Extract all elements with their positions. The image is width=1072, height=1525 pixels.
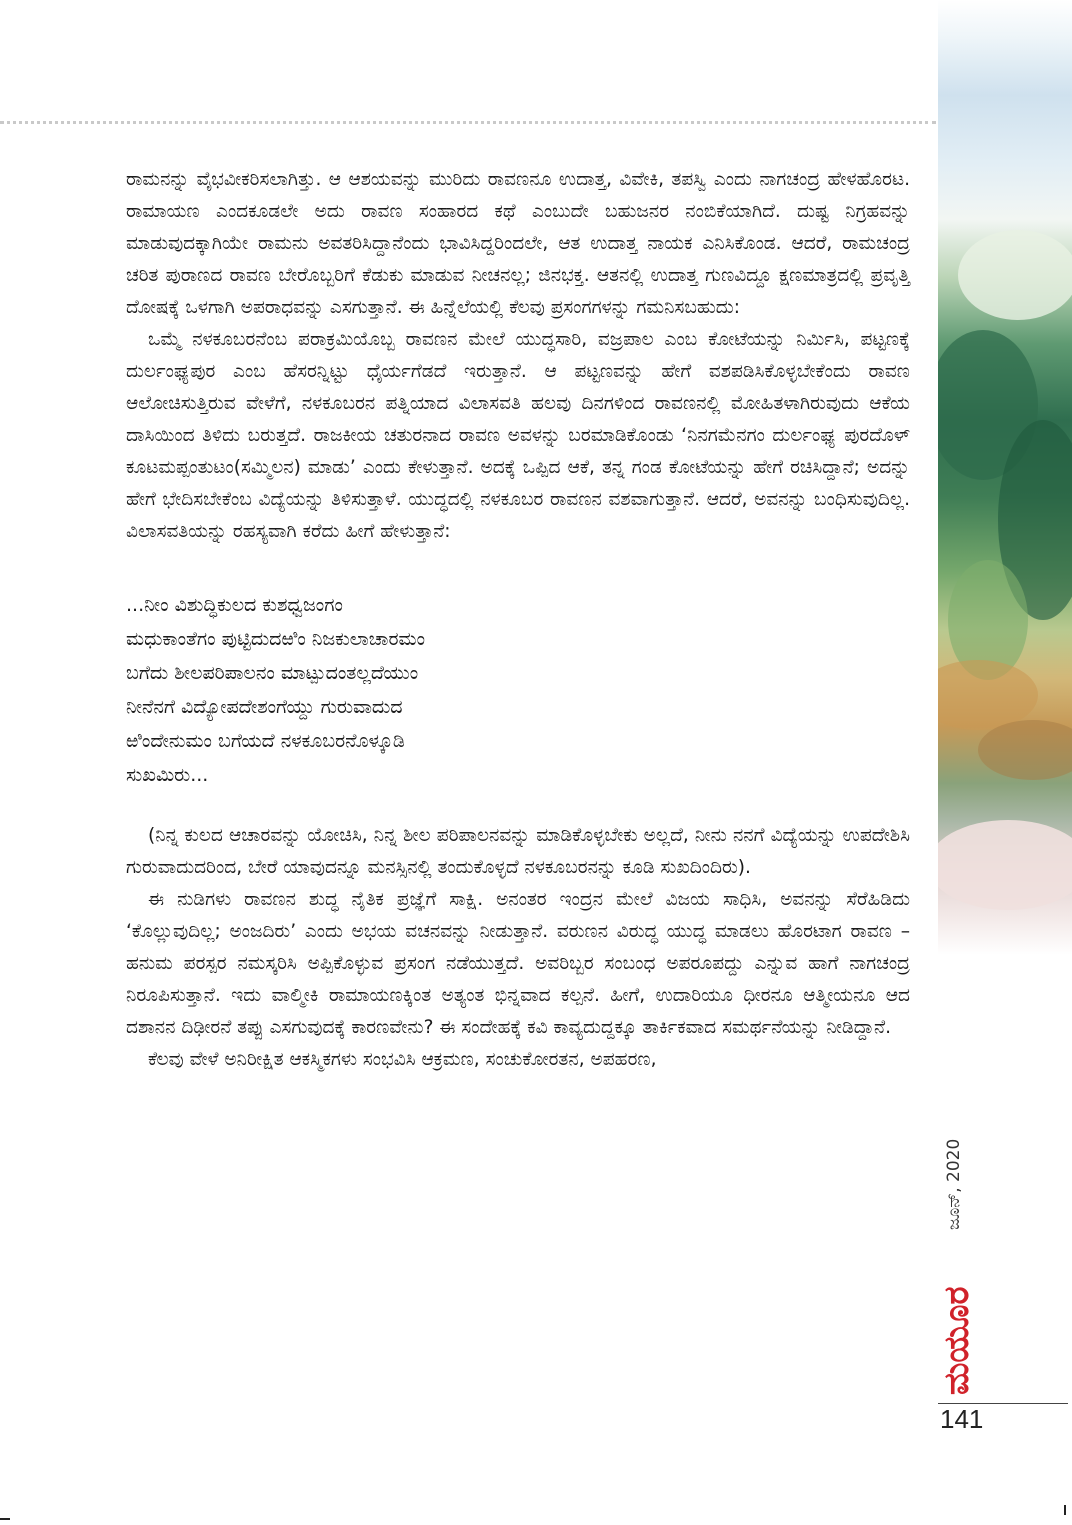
- article-body: [126, 164, 910, 1076]
- verse-quote: [126, 588, 910, 792]
- issue-date: ಜೂನ್, 2020: [944, 1138, 964, 1230]
- verse-line: ಸುಖಮಿರು...: [126, 764, 209, 786]
- magazine-logo: ಮಯೂರ: [937, 1286, 977, 1395]
- page-number: 141: [940, 1404, 984, 1434]
- paragraph-3: (ನಿನ್ನ ಕುಲದ ಆಚಾರವನ್ನು ಯೋಚಿಸಿ, ನಿನ್ನ ಶೀಲ ಪರಿಪಾಲನವನ್ನು ಮಾಡಿಕೊಳ್ಳಬೇಕು ಅಲ್ಲದೆ, ನೀನು ನನಗೆ ವಿದ್ಯೆಯನ್ನು ಉಪದೇಶಿಸಿ ಗುರುವಾದುದರಿಂದ, ಬೇರೆ ಯಾವುದನ್ನೂ ಮನಸ್ಸಿನಲ್ಲಿ ತಂದುಕೊಳ್ಳದೆ ನಳಕೂಬರನನ್ನು ಕೂಡಿ ಸುಖದಿಂದಿರು).: [126, 825, 910, 878]
- crop-mark-bottom: [1064, 1505, 1066, 1515]
- crop-mark-left: [0, 1518, 10, 1520]
- dotted-separator: [0, 121, 936, 124]
- verse-line: ಮಧುಕಾಂತೆಗಂ ಪುಟ್ಟಿದುದಱಿಂ ನಿಜಕುಲಾಚಾರಮಂ: [126, 628, 425, 650]
- paragraph-2: ಒಮ್ಮೆ ನಳಕೂಬರನೆಂಬ ಪರಾಕ್ರಮಿಯೊಬ್ಬ ರಾವಣನ ಮೇಲೆ ಯುದ್ಧಸಾರಿ, ವಜ್ರಪಾಲ ಎಂಬ ಕೋಟೆಯನ್ನು ನಿರ್ಮಿಸಿ, ಪಟ್ಟಣಕ್ಕೆ ದುರ್ಲಂಘ್ಯಪುರ ಎಂಬ ಹೆಸರನ್ನಿಟ್ಟು ಧೈರ್ಯಗೆಡದೆ ಇರುತ್ತಾನೆ. ಆ ಪಟ್ಟಣವನ್ನು ಹೇಗೆ ವಶಪಡಿಸಿಕೊಳ್ಳಬೇಕೆಂದು ರಾವಣ ಆಲೋಚಿಸುತ್ತಿರುವ ವೇಳೆಗೆ, ನಳಕೂಬರನ ಪತ್ನಿಯಾದ ವಿಲಾಸವತಿ ಹಲವು ದಿನಗಳಿಂದ ರಾವಣನಲ್ಲಿ ಮೋಹಿತಳಾಗಿರುವುದು ಆಕೆಯ ದಾಸಿಯಿಂದ ತಿಳಿದು ಬರುತ್ತದೆ. ರಾಜಕೀಯ ಚತುರನಾದ ರಾವಣ ಅವಳನ್ನು ಬರಮಾಡಿಕೊಂಡು ‘ನಿನಗಮೆನಗಂ ದುರ್ಲಂಘ್ಯ ಪುರದೊಳ್ ಕೂಟಮಪ್ಪಂತುಟಂ(ಸಮ್ಮಿಲನ) ಮಾಡು’ ಎಂದು ಕೇಳುತ್ತಾನೆ. ಅದಕ್ಕೆ ಒಪ್ಪಿದ ಆಕೆ, ತನ್ನ ಗಂಡ ಕೋಟೆಯನ್ನು ಹೇಗೆ ರಚಿಸಿದ್ದಾನೆ; ಅದನ್ನು ಹೇಗೆ ಭೇದಿಸಬೇಕೆಂಬ ವಿದ್ಯೆಯನ್ನು ತಿಳಿಸುತ್ತಾಳೆ. ಯುದ್ಧದಲ್ಲಿ ನಳಕೂಬರ ರಾವಣನ ವಶವಾಗುತ್ತಾನೆ. ಆದರೆ, ಅವನನ್ನು ಬಂಧಿಸುವುದಿಲ್ಲ. ವಿಲಾಸವತಿಯನ್ನು ರಹಸ್ಯವಾಗಿ ಕರೆದು ಹೀಗೆ ಹೇಳುತ್ತಾನೆ:: [126, 329, 910, 542]
- verse-line: ಬಗೆದು ಶೀಲಪರಿಪಾಲನಂ ಮಾಟ್ಪುದಂತಲ್ಲದೆಯುಂ: [126, 662, 419, 684]
- verse-line: ನೀನೆನಗೆ ವಿದ್ಯೋಪದೇಶಂಗೆಯ್ದು ಗುರುವಾದುದ: [126, 696, 403, 718]
- paragraph-5: ಕೆಲವು ವೇಳೆ ಅನಿರೀಕ್ಷಿತ ಆಕಸ್ಮಿಕಗಳು ಸಂಭವಿಸಿ ಆಕ್ರಮಣ, ಸಂಚುಕೋರತನ, ಅಪಹರಣ,: [148, 1049, 657, 1070]
- verse-line: ಱಿಂದೇನುಮಂ ಬಗೆಯದೆ ನಳಕೂಬರನೊಳ್ಕೂಡಿ: [126, 730, 405, 752]
- verse-line: ...ನೀಂ ವಿಶುದ್ಧಿಕುಲದ ಕುಶಧ್ವಜಂಗಂ: [126, 594, 343, 616]
- paragraph-1: ರಾಮನನ್ನು ವೈಭವೀಕರಿಸಲಾಗಿತ್ತು. ಆ ಆಶಯವನ್ನು ಮುರಿದು ರಾವಣನೂ ಉದಾತ್ತ, ವಿವೇಕಿ, ತಪಸ್ವಿ ಎಂದು ನಾಗಚಂದ್ರ ಹೇಳಹೊರಟ. ರಾಮಾಯಣ ಎಂದಕೂಡಲೇ ಅದು ರಾವಣ ಸಂಹಾರದ ಕಥೆ ಎಂಬುದೇ ಬಹುಜನರ ನಂಬಿಕೆಯಾಗಿದೆ. ದುಷ್ಟ ನಿಗ್ರಹವನ್ನು ಮಾಡುವುದಕ್ಕಾಗಿಯೇ ರಾಮನು ಅವತರಿಸಿದ್ದಾನೆಂದು ಭಾವಿಸಿದ್ದರಿಂದಲೇ, ಆತ ಉದಾತ್ತ ನಾಯಕ ಎನಿಸಿಕೊಂಡ. ಆದರೆ, ರಾಮಚಂದ್ರ ಚರಿತ ಪುರಾಣದ ರಾವಣ ಬೇರೊಬ್ಬರಿಗೆ ಕೆಡುಕು ಮಾಡುವ ನೀಚನಲ್ಲ; ಜಿನಭಕ್ತ. ಆತನಲ್ಲಿ ಉದಾತ್ತ ಗುಣವಿದ್ದೂ ಕ್ಷಣಮಾತ್ರದಲ್ಲಿ ಪ್ರವೃತ್ತಿ ದೋಷಕ್ಕೆ ಒಳಗಾಗಿ ಅಪರಾಧವನ್ನು ಎಸಗುತ್ತಾನೆ. ಈ ಹಿನ್ನೆಲೆಯಲ್ಲಿ ಕೆಲವು ಪ್ರಸಂಗಗಳನ್ನು ಗಮನಿಸಬಹುದು:: [126, 169, 910, 318]
- watercolor-landscape-illustration: [938, 0, 1072, 955]
- paragraph-4: ಈ ನುಡಿಗಳು ರಾವಣನ ಶುದ್ಧ ನೈತಿಕ ಪ್ರಜ್ಞೆಗೆ ಸಾಕ್ಷಿ. ಅನಂತರ ಇಂದ್ರನ ಮೇಲೆ ವಿಜಯ ಸಾಧಿಸಿ, ಅವನನ್ನು ಸೆರೆಹಿಡಿದು ‘ಕೊಲ್ಲುವುದಿಲ್ಲ; ಅಂಜದಿರು’ ಎಂದು ಅಭಯ ವಚನವನ್ನು ನೀಡುತ್ತಾನೆ. ವರುಣನ ವಿರುದ್ಧ ಯುದ್ಧ ಮಾಡಲು ಹೊರಟಾಗ ರಾವಣ – ಹನುಮ ಪರಸ್ಪರ ನಮಸ್ಕರಿಸಿ ಅಪ್ಪಿಕೊಳ್ಳುವ ಪ್ರಸಂಗ ನಡೆಯುತ್ತದೆ. ಅವರಿಬ್ಬರ ಸಂಬಂಧ ಅಪರೂಪದ್ದು ಎನ್ನುವ ಹಾಗೆ ನಾಗಚಂದ್ರ ನಿರೂಪಿಸುತ್ತಾನೆ. ಇದು ವಾಲ್ಮೀಕಿ ರಾಮಾಯಣಕ್ಕಿಂತ ಅತ್ಯಂತ ಭಿನ್ನವಾದ ಕಲ್ಪನೆ. ಹೀಗೆ, ಉದಾರಿಯೂ ಧೀರನೂ ಆತ್ಮೀಯನೂ ಆದ ದಶಾನನ ದಿಢೀರನೆ ತಪ್ಪು ಎಸಗುವುದಕ್ಕೆ ಕಾರಣವೇನು? ಈ ಸಂದೇಹಕ್ಕೆ ಕವಿ ಕಾವ್ಯದುದ್ದಕ್ಕೂ ತಾರ್ಕಿಕವಾದ ಸಮರ್ಥನೆಯನ್ನು ನೀಡಿದ್ದಾನೆ.: [126, 889, 910, 1038]
